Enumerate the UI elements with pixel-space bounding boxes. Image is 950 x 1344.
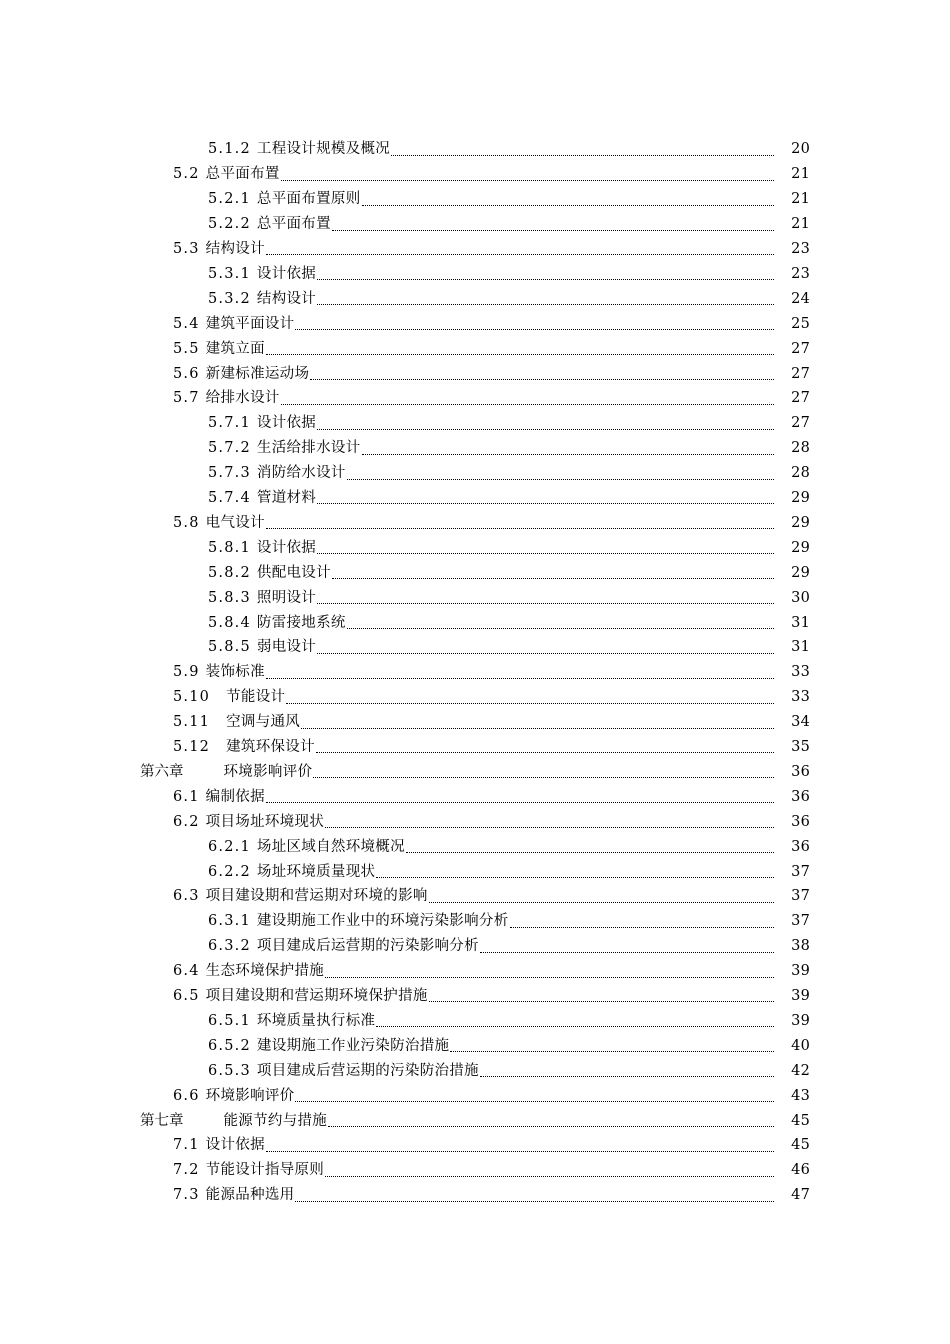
toc-entry-text	[173, 1133, 778, 1158]
toc-entry-number: 6.3	[173, 888, 200, 905]
toc-entry[interactable]	[208, 585, 810, 610]
toc-entry-number: 第七章	[140, 1112, 184, 1129]
toc-entry-text	[208, 859, 778, 884]
toc-entry[interactable]	[208, 635, 810, 660]
toc-entry-text	[173, 735, 778, 760]
toc-entry-page-number: 38	[791, 938, 810, 955]
toc-entry-page-number: 46	[791, 1162, 810, 1179]
toc-entry-text	[173, 511, 778, 536]
toc-entry[interactable]	[173, 685, 810, 710]
toc-entry-page-number: 28	[791, 440, 810, 457]
toc-entry-title: 设计依据	[205, 1137, 265, 1154]
toc-entry-title: 建设期施工作业中的环境污染影响分析	[256, 913, 509, 930]
toc-entry-number: 6.2	[173, 813, 200, 830]
toc-entry-page-number: 23	[791, 241, 810, 258]
toc-entry[interactable]	[173, 1183, 810, 1208]
toc-entry-title: 环境影响评价	[205, 1087, 295, 1104]
toc-entry-text	[173, 361, 778, 386]
toc-entry-text	[173, 959, 778, 984]
toc-entry-title: 总平面布置	[256, 216, 331, 233]
toc-entry-number: 6.1	[173, 788, 200, 805]
toc-entry-page-number: 29	[791, 490, 810, 507]
toc-entry[interactable]	[208, 137, 810, 162]
toc-entry-text	[173, 386, 778, 411]
toc-entry-page-number: 29	[791, 564, 810, 581]
toc-entry-text	[173, 984, 778, 1009]
toc-entry[interactable]	[208, 411, 810, 436]
toc-entry[interactable]	[140, 1108, 810, 1133]
toc-entry[interactable]	[173, 1083, 810, 1108]
toc-entry-number: 5.9	[173, 664, 200, 681]
toc-entry-page-number: 27	[791, 415, 810, 432]
dot-leader	[325, 959, 774, 984]
toc-entry-number: 5.11	[173, 714, 211, 731]
toc-entry-title: 给排水设计	[205, 390, 280, 407]
toc-entry-number: 5.6	[173, 365, 200, 382]
toc-entry-page-number: 23	[791, 265, 810, 282]
toc-entry[interactable]	[173, 162, 810, 187]
toc-entry-title: 设计依据	[256, 265, 317, 282]
dot-leader	[317, 486, 774, 511]
toc-entry-title: 节能设计	[226, 689, 286, 706]
toc-entry-title: 项目建设期和营运期对环境的影响	[205, 888, 428, 905]
toc-entry[interactable]	[208, 486, 810, 511]
toc-entry[interactable]	[173, 1133, 810, 1158]
toc-entry-title: 环境质量执行标准	[256, 1012, 376, 1029]
toc-entry-title: 编制依据	[205, 788, 265, 805]
toc-entry[interactable]	[208, 461, 810, 486]
toc-entry-page-number: 37	[791, 913, 810, 930]
toc-entry-text	[208, 834, 778, 859]
dot-leader	[266, 1133, 774, 1158]
toc-entry-text	[208, 909, 778, 934]
toc-entry-page-number: 31	[791, 614, 810, 631]
toc-entry-text	[173, 311, 778, 336]
toc-entry-title: 装饰标准	[205, 664, 265, 681]
toc-entry-title: 节能设计指导原则	[205, 1162, 325, 1179]
toc-entry-number: 5.5	[173, 340, 200, 357]
toc-entry[interactable]	[173, 884, 810, 909]
toc-entry-title: 设计依据	[256, 539, 317, 556]
toc-entry-number: 7.2	[173, 1162, 200, 1179]
toc-entry-text	[208, 137, 778, 162]
dot-leader	[347, 461, 774, 486]
toc-entry-page-number: 37	[791, 863, 810, 880]
toc-entry-number: 5.8.2	[208, 564, 251, 581]
toc-entry-text	[173, 162, 778, 187]
toc-entry-number: 7.3	[173, 1187, 200, 1204]
dot-leader	[325, 809, 774, 834]
toc-entry-number: 5.7.4	[208, 490, 251, 507]
dot-leader	[332, 212, 774, 237]
toc-entry-number: 6.2.1	[208, 838, 251, 855]
toc-entry-text	[173, 884, 778, 909]
toc-entry-text	[208, 212, 778, 237]
toc-entry-text	[140, 760, 778, 785]
toc-entry[interactable]	[208, 560, 810, 585]
toc-entry-number: 5.3.2	[208, 290, 251, 307]
toc-entry-page-number: 36	[791, 838, 810, 855]
toc-entry-number: 5.7	[173, 390, 200, 407]
toc-entry[interactable]	[173, 386, 810, 411]
toc-entry-number: 5.2.1	[208, 191, 251, 208]
toc-entry[interactable]	[173, 237, 810, 262]
dot-leader	[266, 237, 774, 262]
toc-entry-number: 5.10	[173, 689, 211, 706]
toc-entry-page-number: 31	[791, 639, 810, 656]
toc-entry-title: 项目建成后运营期的污染影响分析	[256, 938, 479, 955]
toc-entry-title: 建筑环保设计	[226, 739, 315, 756]
toc-entry-page-number: 20	[791, 141, 810, 158]
toc-entry[interactable]	[208, 859, 810, 884]
toc-entry-text	[208, 560, 778, 585]
toc-entry-text	[173, 1158, 778, 1183]
dot-leader	[266, 336, 774, 361]
toc-entry-title: 生活给排水设计	[256, 440, 361, 457]
toc-entry-number: 6.5	[173, 988, 200, 1005]
toc-entry-text	[208, 1009, 778, 1034]
toc-entry-title: 防雷接地系统	[256, 614, 346, 631]
toc-entry-page-number: 28	[791, 465, 810, 482]
toc-entry-text	[208, 486, 778, 511]
toc-entry-title: 设计依据	[256, 415, 317, 432]
toc-entry-page-number: 39	[791, 988, 810, 1005]
toc-entry-title: 结构设计	[256, 290, 317, 307]
dot-leader	[281, 162, 774, 187]
toc-entry-number: 6.5.3	[208, 1062, 251, 1079]
toc-entry-number: 5.2	[173, 166, 200, 183]
toc-entry-title: 消防给水设计	[256, 465, 346, 482]
dot-leader	[480, 1058, 774, 1083]
toc-entry-number: 5.12	[173, 739, 211, 756]
dot-leader	[286, 685, 774, 710]
toc-entry-text	[140, 1108, 778, 1133]
dot-leader	[266, 784, 774, 809]
toc-entry[interactable]	[173, 735, 810, 760]
toc-entry-text	[208, 411, 778, 436]
toc-entry-number: 5.7.1	[208, 415, 251, 432]
dot-leader	[429, 884, 774, 909]
toc-entry[interactable]	[208, 1058, 810, 1083]
toc-entry-text	[173, 809, 778, 834]
toc-entry-title: 场址环境质量现状	[256, 863, 376, 880]
toc-entry-number: 5.8.4	[208, 614, 251, 631]
dot-leader	[281, 386, 774, 411]
toc-entry-title: 环境影响评价	[223, 763, 313, 780]
dot-leader	[480, 934, 774, 959]
dot-leader	[317, 262, 774, 287]
toc-entry-page-number: 27	[791, 340, 810, 357]
toc-entry-title: 新建标准运动场	[205, 365, 310, 382]
toc-entry-number: 5.8.3	[208, 589, 251, 606]
toc-entry-title: 空调与通风	[226, 714, 301, 731]
toc-entry[interactable]	[173, 1158, 810, 1183]
dot-leader	[316, 735, 774, 760]
toc-entry-page-number: 36	[791, 763, 810, 780]
dot-leader	[429, 984, 774, 1009]
toc-entry[interactable]	[173, 336, 810, 361]
toc-entry-title: 管道材料	[256, 490, 317, 507]
toc-entry[interactable]	[208, 610, 810, 635]
toc-entry-number: 6.6	[173, 1087, 200, 1104]
dot-leader	[362, 436, 774, 461]
toc-entry-page-number: 21	[791, 166, 810, 183]
toc-entry-number: 6.3.1	[208, 913, 251, 930]
toc-entry-title: 建设期施工作业污染防治措施	[256, 1037, 450, 1054]
dot-leader	[295, 1183, 774, 1208]
toc-entry-page-number: 36	[791, 788, 810, 805]
toc-entry-title: 场址区域自然环境概况	[256, 838, 405, 855]
toc-entry-text	[173, 784, 778, 809]
toc-entry-title: 供配电设计	[256, 564, 331, 581]
toc-entry-page-number: 24	[791, 290, 810, 307]
toc-entry-number: 第六章	[140, 763, 184, 780]
dot-leader	[406, 834, 774, 859]
toc-entry-text	[173, 660, 778, 685]
toc-entry-text	[208, 934, 778, 959]
toc-entry[interactable]	[173, 511, 810, 536]
toc-entry-page-number: 42	[791, 1062, 810, 1079]
dot-leader	[391, 137, 774, 162]
toc-entry-title: 项目场址环境现状	[205, 813, 325, 830]
toc-entry-text	[208, 1058, 778, 1083]
toc-entry[interactable]	[208, 212, 810, 237]
toc-entry[interactable]	[140, 760, 810, 785]
toc-entry-page-number: 21	[791, 191, 810, 208]
toc-entry[interactable]	[208, 1009, 810, 1034]
toc-entry-page-number: 39	[791, 1012, 810, 1029]
dot-leader	[317, 585, 774, 610]
dot-leader	[376, 859, 774, 884]
toc-entry[interactable]	[173, 984, 810, 1009]
toc-entry-text	[208, 262, 778, 287]
toc-entry-text	[173, 685, 778, 710]
toc-entry-page-number: 29	[791, 539, 810, 556]
dot-leader	[325, 1158, 774, 1183]
toc-entry-page-number: 29	[791, 514, 810, 531]
toc-entry-number: 5.7.2	[208, 440, 251, 457]
toc-entry-number: 5.4	[173, 315, 200, 332]
toc-entry-number: 6.3.2	[208, 938, 251, 955]
toc-entry-title: 结构设计	[205, 241, 265, 258]
dot-leader	[510, 909, 774, 934]
toc-entry-number: 5.3.1	[208, 265, 251, 282]
toc-entry-title: 能源品种选用	[205, 1187, 295, 1204]
toc-entry[interactable]	[173, 660, 810, 685]
toc-entry-page-number: 35	[791, 739, 810, 756]
toc-entry[interactable]	[208, 436, 810, 461]
toc-entry-number: 6.5.1	[208, 1012, 251, 1029]
dot-leader	[317, 535, 774, 560]
toc-entry-number: 5.1.2	[208, 141, 251, 158]
toc-entry[interactable]	[208, 934, 810, 959]
toc-entry-text	[173, 237, 778, 262]
toc-entry-title: 项目建设期和营运期环境保护措施	[205, 988, 428, 1005]
toc-entry-number: 5.7.3	[208, 465, 251, 482]
dot-leader	[301, 710, 774, 735]
toc-entry[interactable]	[173, 809, 810, 834]
toc-entry-text	[208, 585, 778, 610]
toc-entry-title: 总平面布置原则	[256, 191, 361, 208]
toc-entry[interactable]	[208, 909, 810, 934]
dot-leader	[347, 610, 774, 635]
toc-entry-number: 7.1	[173, 1137, 200, 1154]
dot-leader	[266, 660, 774, 685]
dot-leader	[376, 1009, 774, 1034]
toc-entry-title: 能源节约与措施	[223, 1112, 328, 1129]
toc-entry[interactable]	[173, 784, 810, 809]
toc-entry-text	[173, 1083, 778, 1108]
toc-entry-title: 生态环境保护措施	[205, 963, 325, 980]
toc-entry[interactable]	[208, 535, 810, 560]
toc-entry-text	[173, 710, 778, 735]
dot-leader	[295, 311, 774, 336]
toc-entry-title: 项目建成后营运期的污染防治措施	[256, 1062, 479, 1079]
dot-leader	[332, 560, 774, 585]
toc-entry-text	[208, 610, 778, 635]
toc-entry[interactable]	[208, 1033, 810, 1058]
dot-leader	[310, 361, 774, 386]
toc-entry-text	[208, 1033, 778, 1058]
dot-leader	[317, 635, 774, 660]
toc-entry-page-number: 36	[791, 813, 810, 830]
toc-entry-number: 5.8.5	[208, 639, 251, 656]
toc-entry-page-number: 25	[791, 315, 810, 332]
toc-entry-page-number: 45	[791, 1112, 810, 1129]
toc-entry-number: 5.8.1	[208, 539, 251, 556]
toc-entry-page-number: 39	[791, 963, 810, 980]
toc-entry-number: 5.3	[173, 241, 200, 258]
toc-entry[interactable]	[173, 959, 810, 984]
toc-entry-page-number: 45	[791, 1137, 810, 1154]
toc-entry-number: 6.4	[173, 963, 200, 980]
dot-leader	[362, 187, 774, 212]
toc-entry-text	[208, 436, 778, 461]
toc-entry[interactable]	[173, 311, 810, 336]
toc-entry[interactable]	[208, 286, 810, 311]
toc-entry-page-number: 33	[791, 664, 810, 681]
toc-entry-page-number: 40	[791, 1037, 810, 1054]
dot-leader	[450, 1033, 774, 1058]
toc-entry-page-number: 37	[791, 888, 810, 905]
toc-entry-text	[208, 286, 778, 311]
toc-entry[interactable]	[173, 710, 810, 735]
toc-entry-page-number: 21	[791, 216, 810, 233]
toc-entry-page-number: 33	[791, 689, 810, 706]
toc-entry-number: 5.2.2	[208, 216, 251, 233]
dot-leader	[317, 411, 774, 436]
toc-entry-text	[208, 187, 778, 212]
toc-entry-page-number: 43	[791, 1087, 810, 1104]
toc-entry-text	[208, 461, 778, 486]
toc-entry-page-number: 30	[791, 589, 810, 606]
toc-entry-text	[208, 535, 778, 560]
dot-leader	[295, 1083, 774, 1108]
dot-leader	[317, 286, 774, 311]
toc-entry-number: 6.5.2	[208, 1037, 251, 1054]
toc-entry[interactable]	[208, 834, 810, 859]
toc-entry-number: 5.8	[173, 514, 200, 531]
toc-entry-text	[173, 1183, 778, 1208]
toc-entry-text	[208, 635, 778, 660]
toc-entry[interactable]	[208, 262, 810, 287]
toc-entry-title: 照明设计	[256, 589, 317, 606]
toc-entry-page-number: 27	[791, 390, 810, 407]
toc-entry-title: 总平面布置	[205, 166, 280, 183]
dot-leader	[313, 760, 774, 785]
toc-entry-title: 建筑立面	[205, 340, 265, 357]
toc-entry-title: 电气设计	[205, 514, 265, 531]
dot-leader	[328, 1108, 774, 1133]
toc-entry-page-number: 47	[791, 1187, 810, 1204]
toc-entry[interactable]	[208, 187, 810, 212]
toc-entry-page-number: 34	[791, 714, 810, 731]
toc-entry-title: 建筑平面设计	[205, 315, 295, 332]
toc-entry-page-number: 27	[791, 365, 810, 382]
toc-entry-text	[173, 336, 778, 361]
toc-entry-number: 6.2.2	[208, 863, 251, 880]
toc-entry-title: 弱电设计	[256, 639, 317, 656]
toc-entry-title: 工程设计规模及概况	[256, 141, 391, 158]
toc-entry[interactable]	[173, 361, 810, 386]
dot-leader	[266, 511, 774, 536]
